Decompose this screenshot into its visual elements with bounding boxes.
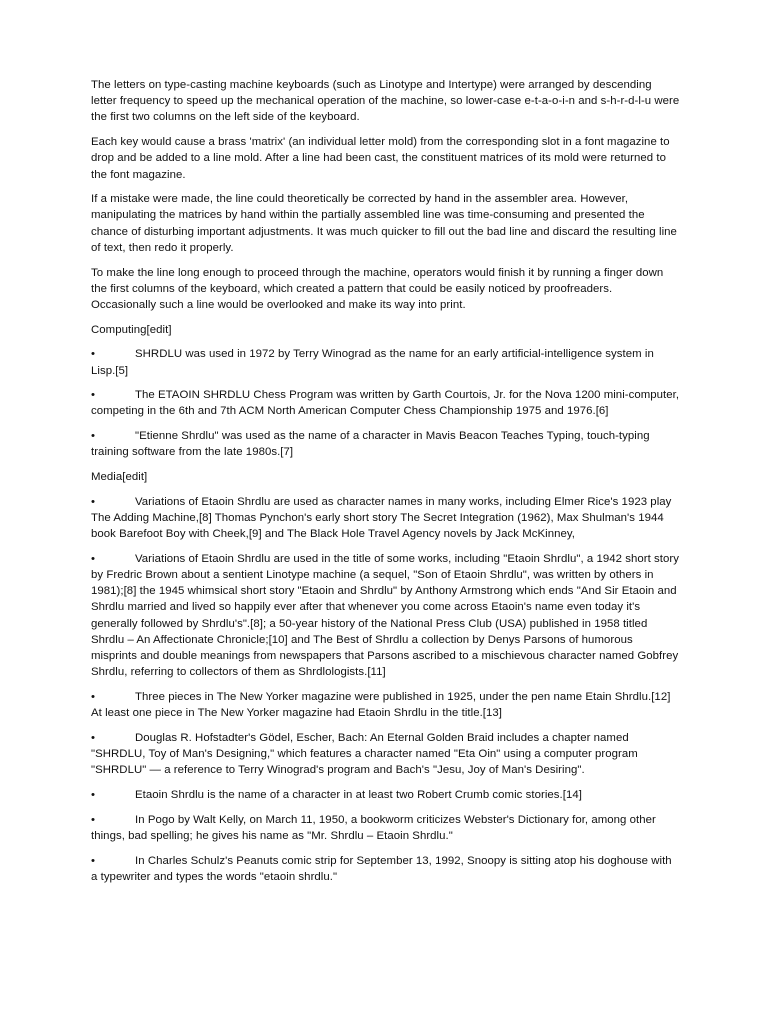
computing-list-item [91, 428, 680, 460]
media-list-item [91, 853, 680, 885]
media-list-item [91, 494, 680, 543]
intro-paragraph-2: Each key would cause a brass 'matrix' (an individual letter mold) from the corresponding slot in a font magazine to drop and be added to a line mold. After a line had been cast, the constituent matrices of its mold were returned to the font magazine. [91, 136, 670, 181]
bullet-icon: • [91, 430, 96, 443]
intro-paragraph-1: The letters on type-casting machine keyboards (such as Linotype and Intertype) were arranged by descending letter frequency to speed up the mechanical operation of the machine, so lower-case e-t-a-o-i-n and s-h-r-d-l-u were the first two columns on the left side of the keyboard. [91, 79, 680, 124]
media-list-item [91, 689, 680, 721]
list-item-text: "Etienne Shrdlu" was used as the name of a character in Mavis Beacon Teaches Typing, touch-typing training software from the late 1980s.[7] [91, 430, 650, 459]
media-list-item [91, 730, 680, 779]
intro-paragraph-3: If a mistake were made, the line could theoretically be corrected by hand in the assembler area. However, manipulating the matrices by hand within the partially assembled line was time-consuming and presented the chance of disturbing important adjustments. It was much quicker to fill out the bad line and discard the resulting line of text, then redo it properly. [91, 193, 677, 254]
media-list-item [91, 812, 680, 844]
list-item-text: Variations of Etaoin Shrdlu are used in the title of some works, including "Etaoin Shrdlu", a 1942 short story by Fredric Brown about a sentient Linotype machine (a sequel, "Son of Etaoin Shrdlu", was written by others in 1981);[8] the 1945 whimsical short story "Etaoin and Shrdlu" by Anthony Armstrong which ends "And Sir Etaoin and Shrdlu married and lived so happily ever after that whenever you come across Etaoin's name even today it's generally followed by Shrdlu's".[8]; a 50-year history of the National Press Club (USA) published in 1958 titled Shrdlu – An Affectionate Chronicle;[10] and The Best of Shrdlu a collection by Denys Parsons of humorous misprints and double meanings from newspapers that Parsons ascribed to a mischievous character named Gobfrey Shrdlu, referring to collectors of them as Shrdlologists.[11] [91, 552, 679, 679]
list-item-text: Douglas R. Hofstadter's Gödel, Escher, Bach: An Eternal Golden Braid includes a chapter named "SHRDLU, Toy of Man's Designing," which features a character named "Eta Oin" using a computer program "SHRDLU" — a reference to Terry Winograd's program and Bach's "Jesu, Joy of Man's Desiring". [91, 731, 638, 777]
list-item-text: In Pogo by Walt Kelly, on March 11, 1950, a bookworm criticizes Webster's Dictionary for, among other things, bad spelling; he gives his name as "Mr. Shrdlu – Etaoin Shrdlu." [91, 813, 656, 842]
media-list-item [91, 551, 680, 681]
bullet-icon: • [91, 348, 96, 361]
computing-heading: Computing[edit] [91, 323, 172, 336]
bullet-icon: • [91, 813, 96, 826]
computing-list-item [91, 387, 680, 419]
computing-list-item [91, 346, 680, 378]
bullet-icon: • [91, 731, 96, 744]
media-heading: Media[edit] [91, 471, 148, 484]
bullet-icon: • [91, 552, 96, 565]
list-item-text: The ETAOIN SHRDLU Chess Program was written by Garth Courtois, Jr. for the Nova 1200 mini-computer, competing in the 6th and 7th ACM North American Computer Chess Championship 1975 and 1976.[6] [91, 389, 680, 418]
intro-paragraph-4: To make the line long enough to proceed through the machine, operators would finish it by running a finger down the first columns of the keyboard, which created a pattern that could be easily noticed by proofreaders. Occasionally such a line would be overlooked and make its way into print. [91, 266, 664, 311]
bullet-icon: • [91, 789, 96, 802]
bullet-icon: • [91, 691, 96, 703]
bullet-icon: • [91, 854, 96, 867]
list-item-text: SHRDLU was used in 1972 by Terry Winograd as the name for an early artificial-intelligence system in Lisp.[5] [91, 348, 654, 377]
media-list-item [91, 787, 680, 803]
list-item-text: Etaoin Shrdlu is the name of a character in at least two Robert Crumb comic stories.[14] [135, 789, 582, 802]
bullet-icon: • [91, 495, 96, 508]
list-item-text: In Charles Schulz's Peanuts comic strip for September 13, 1992, Snoopy is sitting atop his doghouse with a typewriter and types the words "etaoin shrdlu." [91, 854, 672, 883]
list-item-text: Three pieces in The New Yorker magazine were published in 1925, under the pen name Etain Shrdlu.[12] At least one piece in The New Yorker magazine had Etaoin Shrdlu in the title.[13] [91, 691, 671, 720]
bullet-icon: • [91, 389, 96, 402]
list-item-text: Variations of Etaoin Shrdlu are used as character names in many works, including Elmer Rice's 1923 play The Adding Machine,[8] Thomas Pynchon's early short story The Secret Integration (1962), Max Shulman's 1944 book Barefoot Boy with Cheek,[9] and The Black Hole Travel Agency novels by Jack McKinney, [91, 495, 672, 541]
